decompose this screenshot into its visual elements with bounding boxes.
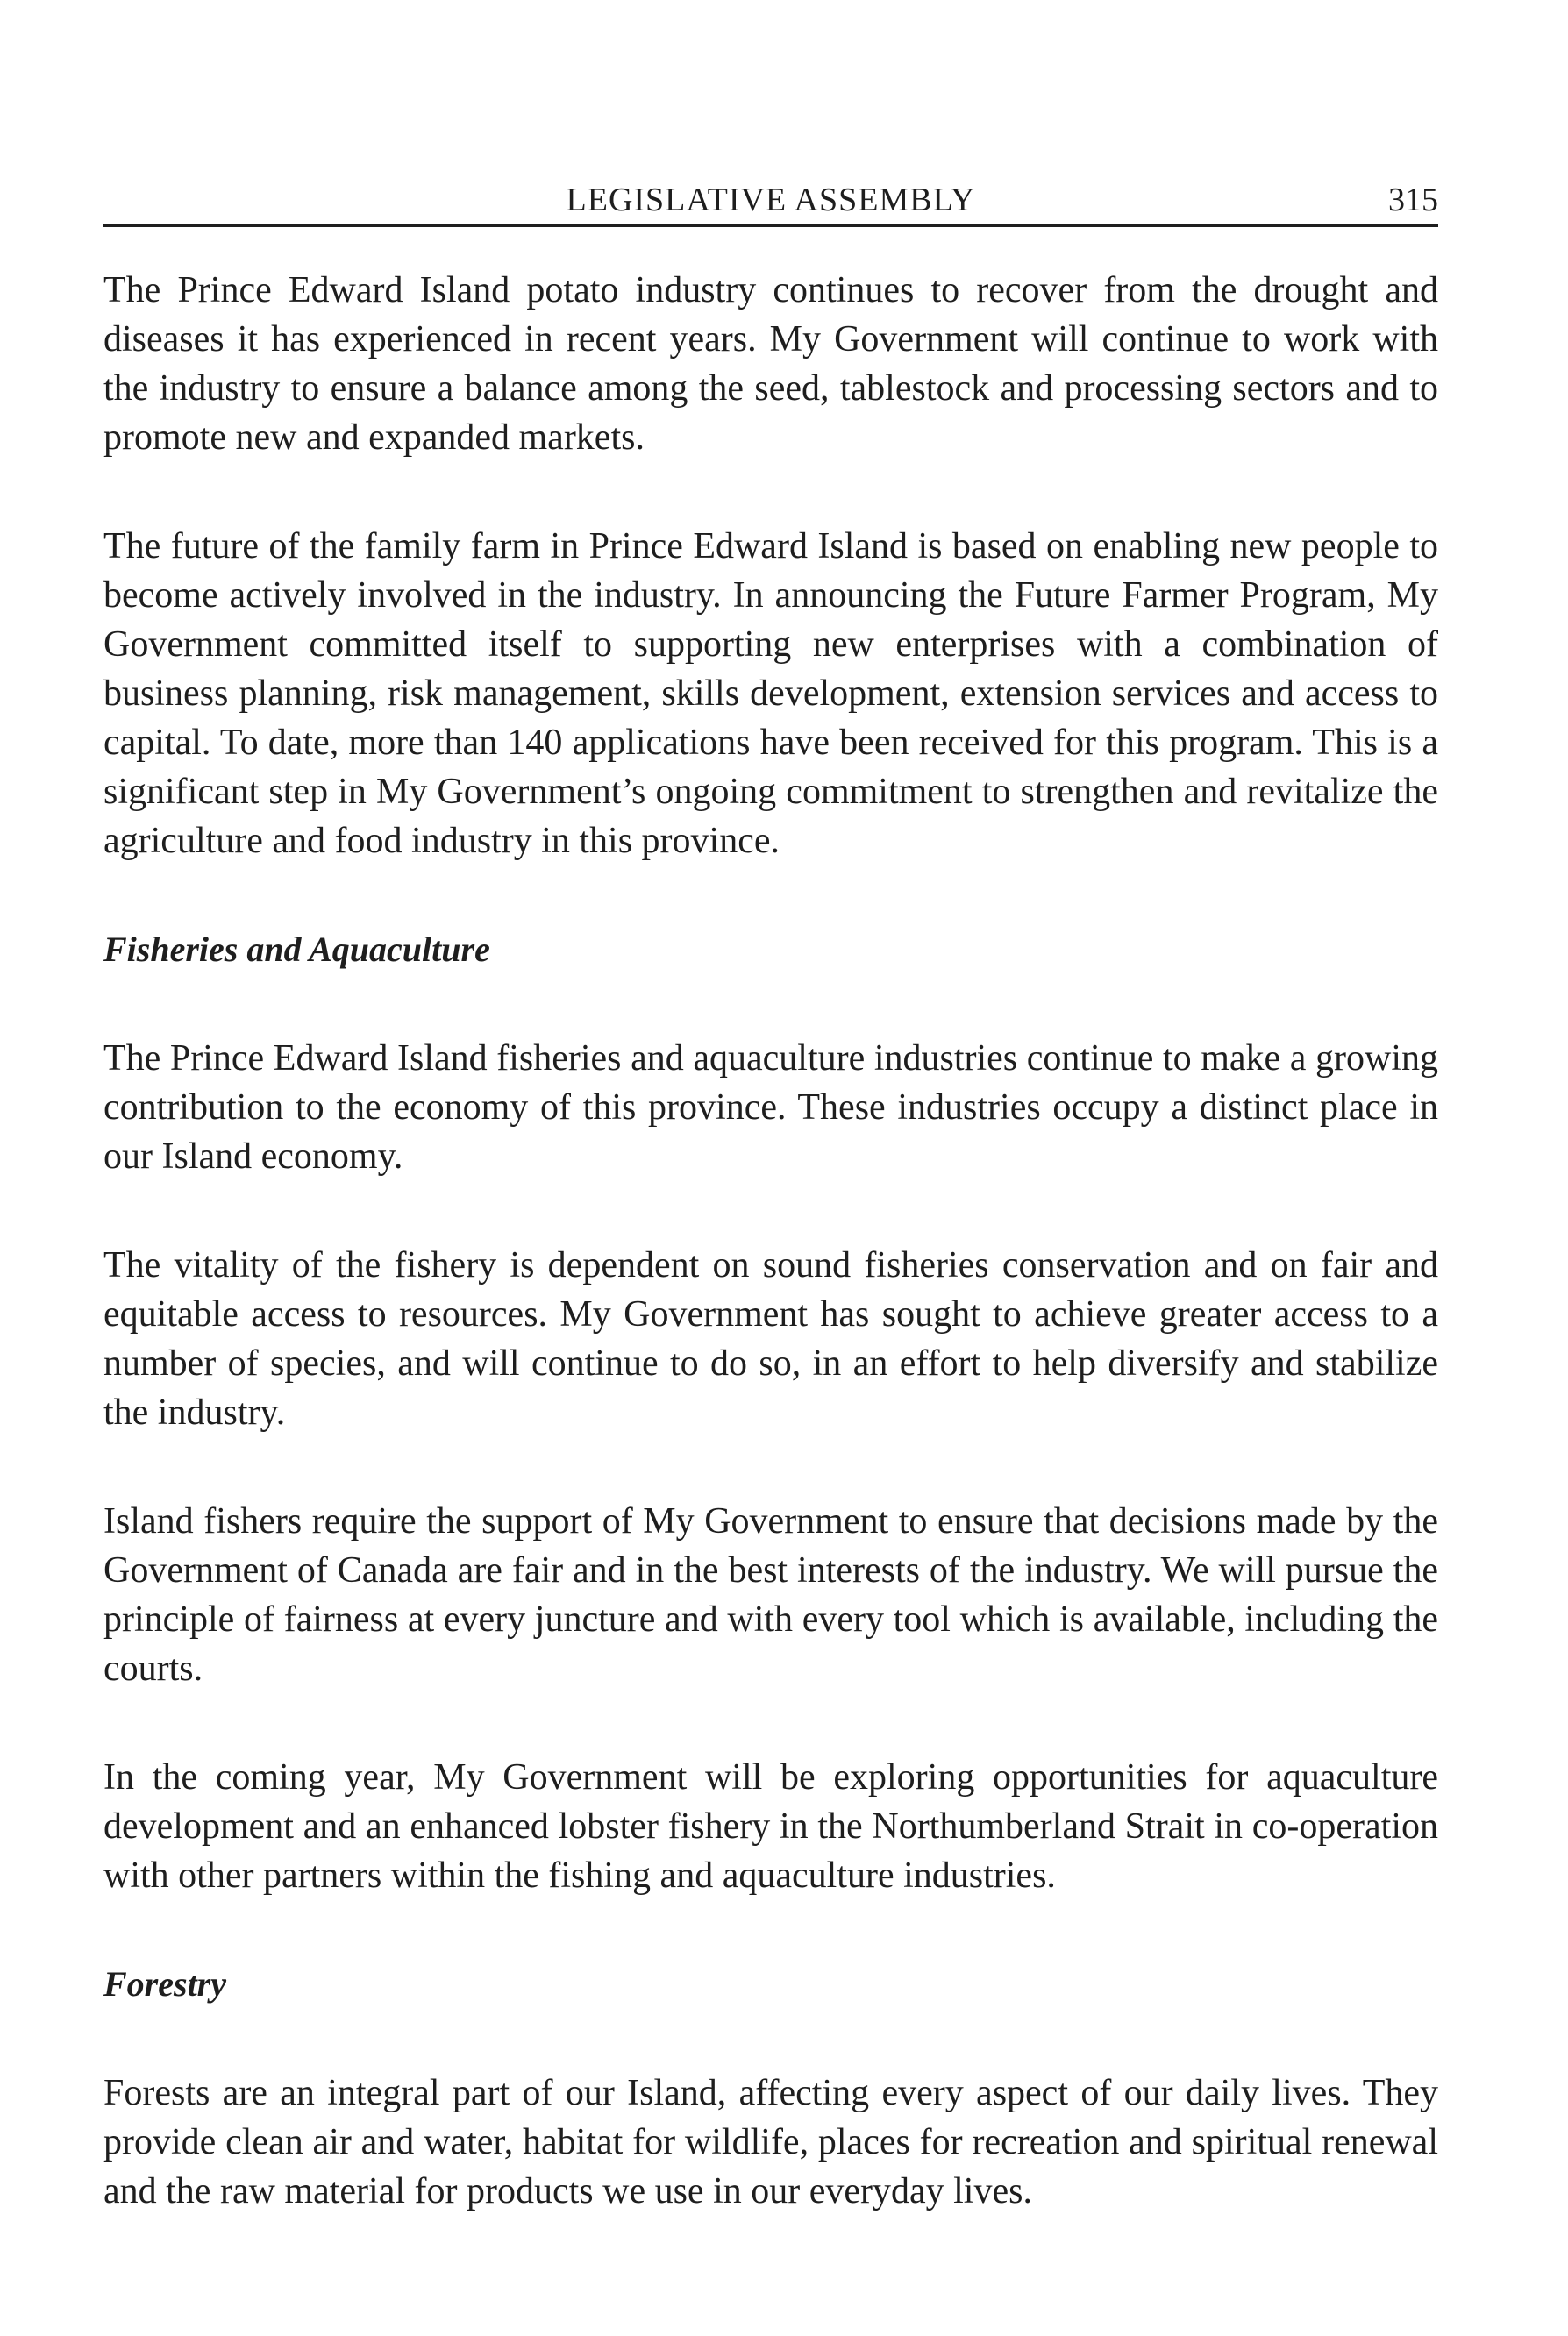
document-page — [103, 175, 1438, 2275]
paragraph-family-farm: The future of the family farm in Prince Edward Island is based on enabling new people to become actively involved in the industry. In announcing the Future Farmer Program, My Government committed itself to supporting new enterprises with a combination of business planning, risk management, skills development, extension services and access to capital. To date, more than 140 applications have been received for this program. This is a significant step in My Government’s ongoing commitment to strengthen and revitalize the agriculture and food industry in this province. — [103, 526, 1438, 861]
paragraph-fisheries-contribution: The Prince Edward Island fisheries and aquaculture industries continue to make a growing contribution to the economy of this province. These industries occupy a distinct place in our Island economy. — [103, 1038, 1438, 1177]
page-content — [103, 266, 1438, 2216]
section-heading-fisheries: Fisheries and Aquaculture — [103, 929, 490, 969]
paragraph-aquaculture-development: In the coming year, My Government will be exploring opportunities for aquaculture development and an enhanced lobster fishery in the Northumberland Strait in co-operation with other partners within the fishing and aquaculture industries. — [103, 1757, 1438, 1896]
paragraph-fishery-vitality: The vitality of the fishery is dependent on sound fisheries conservation and on fair and equitable access to resources. My Government has sought to achieve greater access to a number of species, and will continue to do so, in an effort to help diversify and stabilize the industry. — [103, 1245, 1438, 1433]
running-header — [103, 175, 1438, 227]
section-heading-forestry: Forestry — [103, 1964, 226, 2004]
paragraph-potato-industry: The Prince Edward Island potato industry continues to recover from the drought and diseases it has experienced in recent years. My Government will continue to work with the industry to ensure a balance among the seed, tablestock and processing sectors and to promote new and expanded markets. — [103, 270, 1438, 458]
paragraph-island-fishers: Island fishers require the support of My Government to ensure that decisions made by the Government of Canada are fair and in the best interests of the industry. We will pursue the principle of fairness at every juncture and with every tool which is available, including the courts. — [103, 1501, 1438, 1689]
paragraph-forests: Forests are an integral part of our Island, affecting every aspect of our daily lives. They provide clean air and water, habitat for wildlife, places for recreation and spiritual renewal and the raw material for products we use in our everyday lives. — [103, 2073, 1438, 2211]
header-title: LEGISLATIVE ASSEMBLY — [566, 182, 976, 218]
page-number: 315 — [1388, 182, 1438, 218]
